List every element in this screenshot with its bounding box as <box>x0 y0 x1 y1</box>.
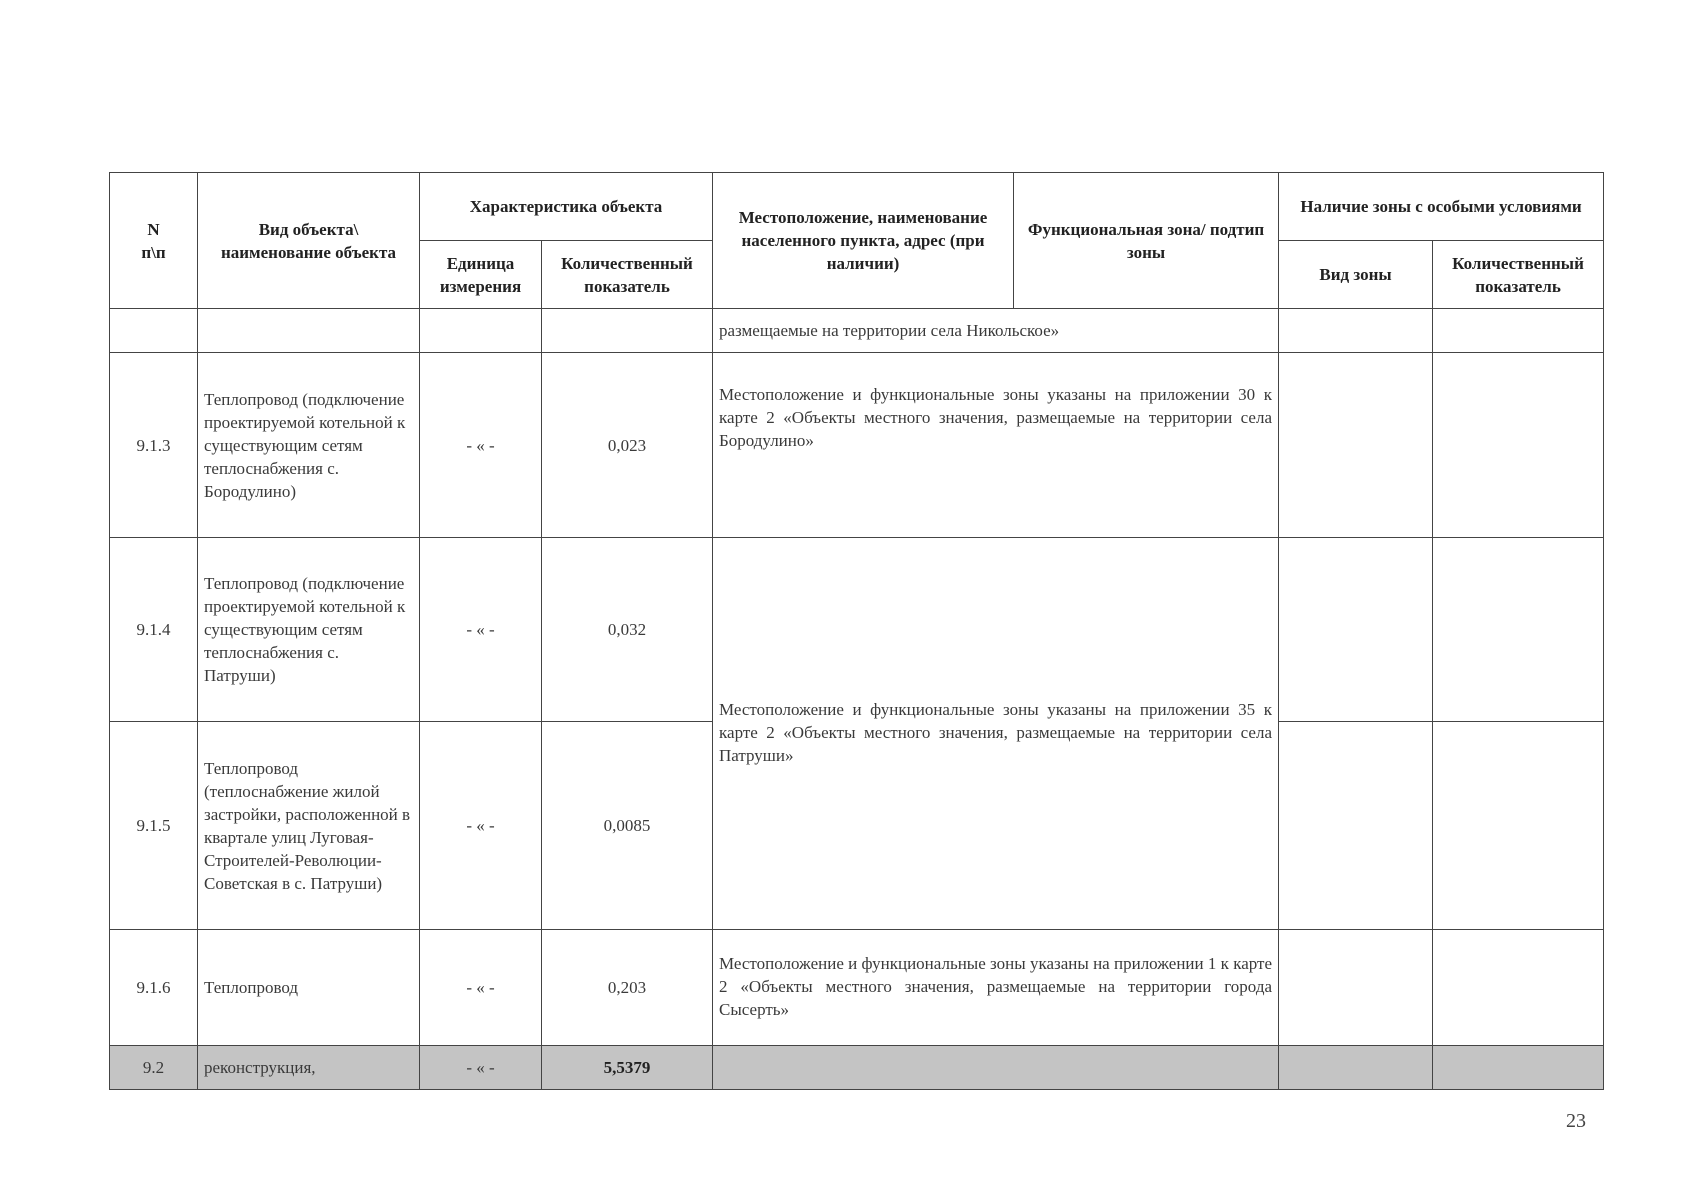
row-zone-type <box>1279 722 1433 930</box>
row-num <box>110 309 198 353</box>
row-num: 9.1.3 <box>110 353 198 538</box>
row-location <box>713 1046 1279 1090</box>
row-value <box>542 309 713 353</box>
row-zone-type <box>1279 309 1433 353</box>
row-zone-quantity <box>1433 722 1604 930</box>
row-name: Теплопровод <box>198 930 420 1046</box>
row-unit: - « - <box>420 1046 542 1090</box>
row-zone-quantity <box>1433 930 1604 1046</box>
row-location: Местоположение и функциональные зоны указаны на приложении 30 к карте 2 «Объекты местного значения, размещаемые на территории села Бородулино» <box>713 353 1279 538</box>
table-row <box>110 309 1604 353</box>
row-unit: - « - <box>420 930 542 1046</box>
header-location: Местоположение, наименование населенного пункта, адрес (при наличии) <box>713 173 1014 309</box>
row-zone-type <box>1279 538 1433 722</box>
header-num: N п\п <box>110 173 198 309</box>
table-row <box>110 538 1604 722</box>
row-unit: - « - <box>420 722 542 930</box>
table-row <box>110 353 1604 538</box>
table-row <box>110 1046 1604 1090</box>
table-row <box>110 930 1604 1046</box>
header-zone-type: Вид зоны <box>1279 241 1433 309</box>
row-value: 0,0085 <box>542 722 713 930</box>
row-zone-quantity <box>1433 538 1604 722</box>
row-zone-quantity <box>1433 309 1604 353</box>
row-value: 0,203 <box>542 930 713 1046</box>
row-unit: - « - <box>420 353 542 538</box>
row-location: Местоположение и функциональные зоны указаны на приложении 1 к карте 2 «Объекты местного значения, размещаемые на территории города Сысерть» <box>713 930 1279 1046</box>
header-functional-zone: Функциональная зона/ подтип зоны <box>1014 173 1279 309</box>
page-number: 23 <box>1566 1110 1586 1132</box>
header-quantity: Количественный показатель <box>542 241 713 309</box>
row-name: реконструкция, <box>198 1046 420 1090</box>
row-location: размещаемые на территории села Никольское» <box>713 309 1279 353</box>
header-characteristic: Характеристика объекта <box>420 173 713 241</box>
header-unit: Единица измерения <box>420 241 542 309</box>
row-zone-type <box>1279 1046 1433 1090</box>
row-value: 5,5379 <box>542 1046 713 1090</box>
row-name: Теплопровод (подключение проектируемой котельной к существующим сетям теплоснабжения с. Патруши) <box>198 538 420 722</box>
row-zone-type <box>1279 930 1433 1046</box>
row-num: 9.1.6 <box>110 930 198 1046</box>
row-zone-type <box>1279 353 1433 538</box>
row-zone-quantity <box>1433 1046 1604 1090</box>
row-num: 9.1.4 <box>110 538 198 722</box>
row-name: Теплопровод (теплоснабжение жилой застройки, расположенной в квартале улиц Луговая-Строителей-Революции-Советская в с. Патруши) <box>198 722 420 930</box>
row-name: Теплопровод (подключение проектируемой котельной к существующим сетям теплоснабжения с. Бородулино) <box>198 353 420 538</box>
row-num: 9.1.5 <box>110 722 198 930</box>
row-location: Местоположение и функциональные зоны указаны на приложении 35 к карте 2 «Объекты местного значения, размещаемые на территории села Патруши» <box>713 538 1279 930</box>
objects-table <box>109 172 1604 1090</box>
row-value: 0,032 <box>542 538 713 722</box>
row-unit <box>420 309 542 353</box>
row-value: 0,023 <box>542 353 713 538</box>
row-zone-quantity <box>1433 353 1604 538</box>
header-object-type: Вид объекта\ наименование объекта <box>198 173 420 309</box>
header-zone-quantity: Количественный показатель <box>1433 241 1604 309</box>
row-name <box>198 309 420 353</box>
header-special-zone: Наличие зоны с особыми условиями <box>1279 173 1604 241</box>
row-num: 9.2 <box>110 1046 198 1090</box>
row-unit: - « - <box>420 538 542 722</box>
